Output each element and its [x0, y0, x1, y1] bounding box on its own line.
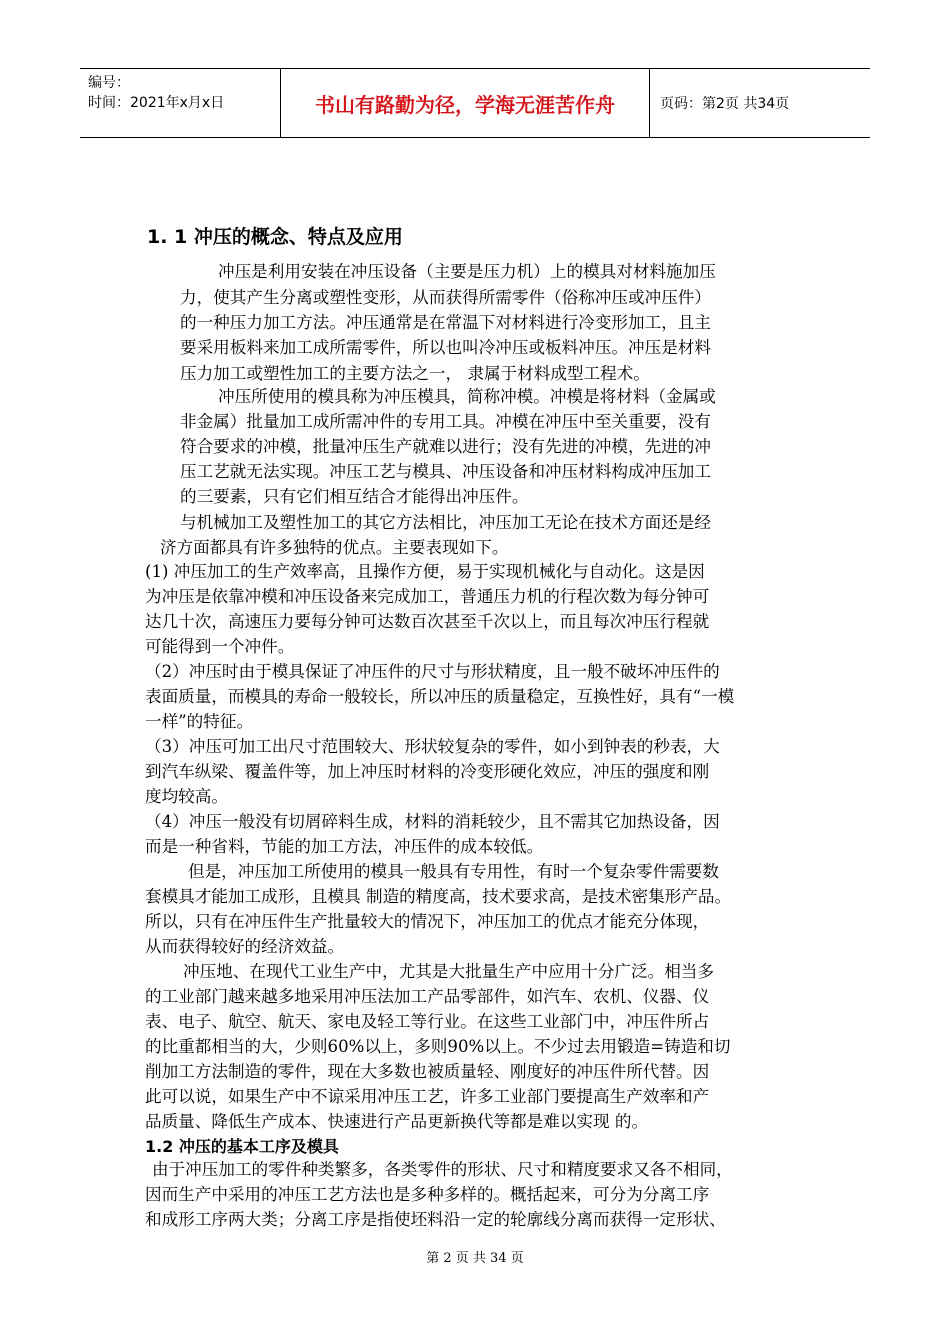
body-line: 的比重都相当的大，少则60%以上，多则90%以上。不少过去用锻造=铸造和切 — [145, 1037, 731, 1056]
body-line: 济方面都具有许多独特的优点。主要表现如下。 — [160, 538, 509, 557]
body-line: 与机械加工及塑性加工的其它方法相比，冲压加工无论在技术方面还是经 — [180, 513, 711, 532]
body-line: 此可以说，如果生产中不谅采用冲压工艺，许多工业部门要提高生产效率和产 — [145, 1087, 710, 1106]
section-1-title: 1. 1 冲压的概念、特点及应用 — [147, 226, 403, 248]
body-line: 削加工方法制造的零件，现在大多数也被质量轻、刚度好的冲压件所代替。因 — [145, 1062, 710, 1081]
header-meta-cell — [80, 69, 281, 137]
body-line: 和成形工序两大类；分离工序是指使坯料沿一定的轮廓线分离而获得一定形状、 — [145, 1210, 726, 1229]
body-line: 因而生产中采用的冲压工艺方法也是多种多样的。概括起来，可分为分离工序 — [145, 1185, 710, 1204]
body-line: 的一种压力加工方法。冲压通常是在常温下对材料进行冷变形加工，且主 — [180, 313, 711, 332]
body-line: 但是，冲压加工所使用的模具一般具有专用性，有时一个复杂零件需要数 — [188, 862, 719, 881]
body-line: 符合要求的冲模，批量冲压生产就难以进行；没有先进的冲模，先进的冲 — [180, 437, 711, 456]
body-line: 压工艺就无法实现。冲压工艺与模具、冲压设备和冲压材料构成冲压加工 — [180, 462, 711, 481]
body-line: 冲压是利用安装在冲压设备（主要是压力机）上的模具对材料施加压 — [218, 262, 716, 281]
body-line: （2）冲压时由于模具保证了冲压件的尺寸与形状精度，且一般不破坏冲压件的 — [145, 662, 720, 681]
header-page-label: 页码：第2页 共34页 — [660, 96, 790, 112]
body-line: 为冲压是依靠冲模和冲压设备来完成加工，普通压力机的行程次数为每分钟可 — [145, 587, 710, 606]
document-number-label: 编号： — [88, 75, 130, 91]
body-line: 达几十次，高速压力要每分钟可达数百次甚至千次以上，而且每次冲压行程就 — [145, 612, 710, 631]
body-line: 冲压地、在现代工业生产中，尤其是大批量生产中应用十分广泛。相当多 — [183, 962, 714, 981]
document-time-label: 时间：2021年x月x日 — [88, 95, 225, 111]
body-line: 一样”的特征。 — [145, 712, 254, 731]
body-line: 度均较高。 — [145, 787, 228, 806]
body-line: 非金属）批量加工成所需冲件的专用工具。冲模在冲压中至关重要，没有 — [180, 412, 711, 431]
body-line: 品质量、降低生产成本、快速进行产品更新换代等都是难以实现 的。 — [145, 1112, 649, 1131]
body-line: 由于冲压加工的零件种类繁多，各类零件的形状、尺寸和精度要求又各不相同， — [152, 1160, 733, 1179]
body-line: 从而获得较好的经济效益。 — [145, 937, 345, 956]
body-line: 冲压所使用的模具称为冲压模具，简称冲模。冲模是将材料（金属或 — [218, 387, 716, 406]
body-line: 表、电子、航空、航天、家电及轻工等行业。在这些工业部门中，冲压件所占 — [145, 1012, 710, 1031]
body-line: 套模具才能加工成形，且模具 制造的精度高，技术要求高，是技术密集形产品。 — [145, 887, 732, 906]
body-line: （3）冲压可加工出尺寸范围较大、形状较复杂的零件，如小到钟表的秒表，大 — [145, 737, 720, 756]
body-line: 而是一种省料，节能的加工方法，冲压件的成本较低。 — [145, 837, 544, 856]
body-line: (1) 冲压加工的生产效率高，且操作方便，易于实现机械化与自动化。这是因 — [145, 562, 705, 581]
body-line: （4）冲压一般没有切屑碎料生成，材料的消耗较少，且不需其它加热设备，因 — [145, 812, 720, 831]
body-line: 要采用板料来加工成所需零件，所以也叫冷冲压或板料冲压。冲压是材料 — [180, 338, 711, 357]
page-footer: 第 2 页 共 34 页 — [426, 1251, 524, 1266]
header-table — [80, 68, 870, 138]
body-line: 压力加工或塑性加工的主要方法之一， 隶属于材料成型工程术。 — [180, 364, 650, 383]
body-line: 表面质量，而模具的寿命一般较长，所以冲压的质量稳定，互换性好，具有“一模 — [145, 687, 735, 706]
body-line: 的三要素，只有它们相互结合才能得出冲压件。 — [180, 487, 529, 506]
body-line: 可能得到一个冲件。 — [145, 637, 295, 656]
body-line: 到汽车纵梁、覆盖件等，加上冲压时材料的冷变形硬化效应，冲压的强度和刚 — [145, 762, 710, 781]
section-2-title: 1.2 冲压的基本工序及模具 — [145, 1137, 339, 1156]
body-line: 所以，只有在冲压件生产批量较大的情况下，冲压加工的优点才能充分体现， — [145, 912, 710, 931]
header-motto: 书山有路勤为径，学海无涯苦作舟 — [281, 69, 650, 137]
body-line: 力，使其产生分离或塑性变形，从而获得所需零件（俗称冲压或冲压件） — [180, 288, 711, 307]
body-line: 的工业部门越来越多地采用冲压法加工产品零部件，如汽车、农机、仪器、仪 — [145, 987, 710, 1006]
